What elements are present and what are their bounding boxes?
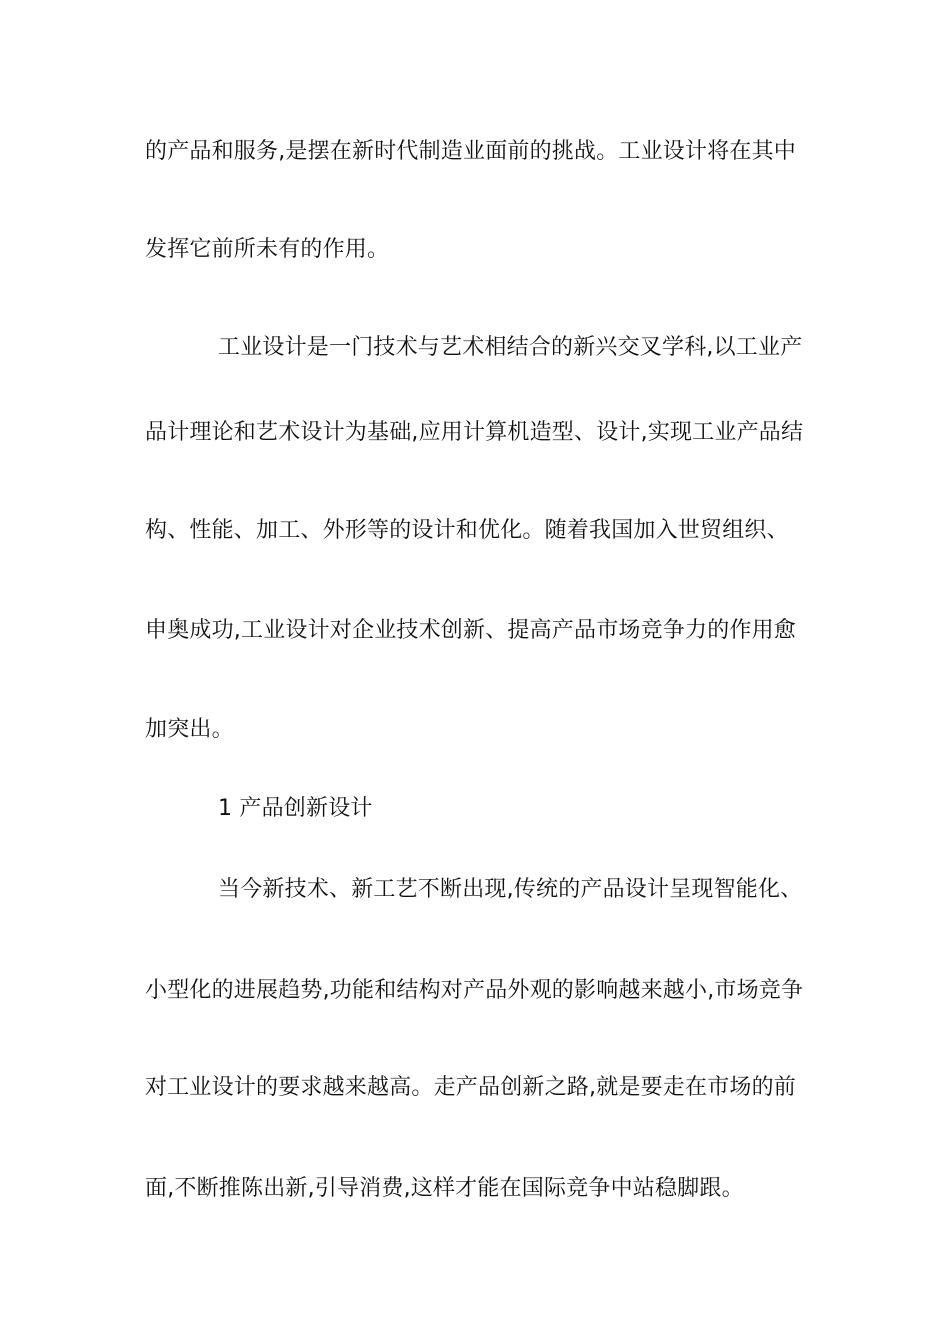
section-heading: 1 产品创新设计: [218, 796, 373, 821]
text-line: 品计理论和艺术设计为基础,应用计算机造型、设计,实现工业产品结: [145, 420, 804, 445]
text-line: 面,不断推陈出新,引导消费,这样才能在国际竞争中站稳脚跟。: [145, 1176, 744, 1201]
text-line: 构、性能、加工、外形等的设计和优化。随着我国加入世贸组织、: [145, 518, 789, 543]
text-line: 的产品和服务,是摆在新时代制造业面前的挑战。工业设计将在其中: [145, 139, 796, 164]
text-line: 加突出。: [145, 717, 234, 742]
paragraph-start-line: 当今新技术、新工艺不断出现,传统的产品设计呈现智能化、: [218, 877, 803, 902]
text-line: 申奥成功,工业设计对企业技术创新、提高产品市场竞争力的作用愈: [145, 618, 796, 643]
text-line: 发挥它前所未有的作用。: [145, 237, 390, 262]
paragraph-start-line: 工业设计是一门技术与艺术相结合的新兴交叉学科,以工业产: [218, 335, 803, 360]
text-line: 小型化的进展趋势,功能和结构对产品外观的影响越来越小,市场竞争: [145, 978, 804, 1003]
text-line: 对工业设计的要求越来越高。走产品创新之路,就是要走在市场的前: [145, 1075, 796, 1100]
